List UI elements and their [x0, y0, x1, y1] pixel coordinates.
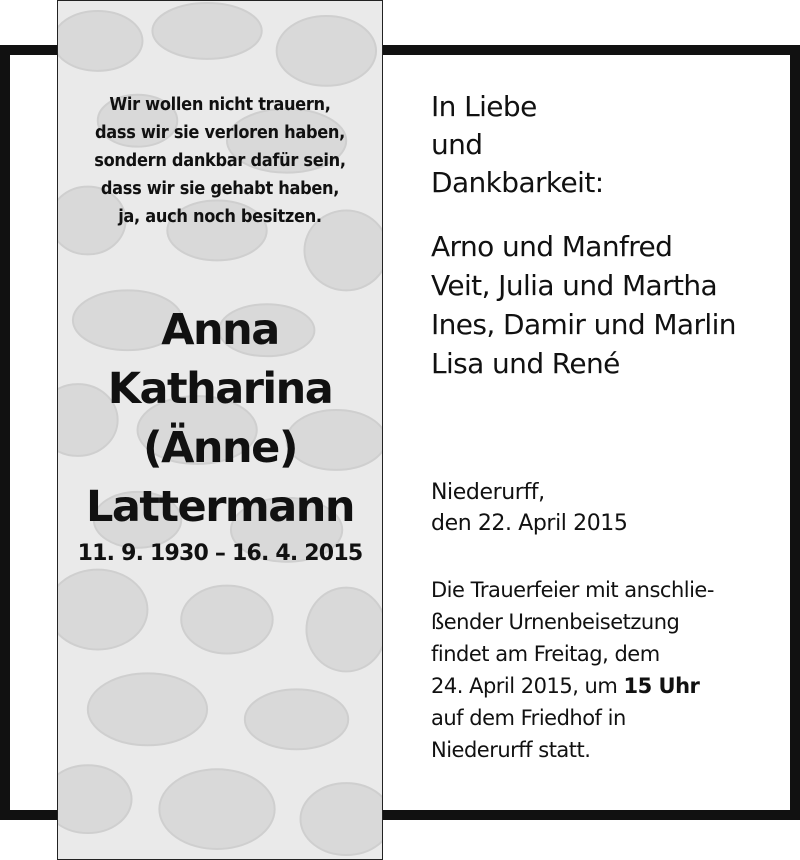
- service-line: ßender Urnenbeisetzung: [431, 610, 680, 634]
- first-name: Anna: [161, 305, 279, 355]
- service-line: Niederurff statt.: [431, 738, 591, 762]
- poem-line: sondern dankbar dafür sein,: [94, 150, 346, 171]
- nickname: (Änne): [143, 423, 297, 473]
- place-line: Niederurff,: [431, 480, 545, 505]
- poem-line: dass wir sie gehabt haben,: [100, 178, 340, 199]
- poem-line: ja, auch noch besitzen.: [118, 206, 322, 227]
- middle-name: Katharina: [107, 364, 333, 414]
- family-line: Arno und Manfred: [431, 230, 673, 263]
- service-date: 24. April 2015, um: [431, 674, 624, 698]
- service-line: findet am Freitag, dem: [431, 642, 660, 666]
- memorial-poem: [58, 91, 382, 231]
- memorial-panel: [57, 0, 383, 860]
- family-list: [431, 227, 736, 383]
- intro-line: Dankbarkeit:: [431, 166, 604, 199]
- intro-line: In Liebe: [431, 90, 537, 123]
- life-dates: 11. 9. 1930 – 16. 4. 2015: [77, 541, 363, 566]
- service-line: Die Trauerfeier mit anschlie-: [431, 578, 714, 602]
- poem-line: dass wir sie verloren haben,: [94, 122, 346, 143]
- family-line: Lisa und René: [431, 347, 620, 380]
- poem-line: Wir wollen nicht trauern,: [109, 94, 331, 115]
- funeral-service-notice: [431, 574, 714, 766]
- intro-text: [431, 88, 604, 202]
- family-line: Ines, Damir und Marlin: [431, 308, 736, 341]
- family-line: Veit, Julia und Martha: [431, 269, 718, 302]
- service-line: auf dem Friedhof in: [431, 706, 626, 730]
- deceased-name: [58, 301, 382, 537]
- service-time: 15 Uhr: [623, 674, 700, 698]
- place-and-date: [431, 477, 627, 539]
- intro-line: und: [431, 128, 483, 161]
- date-line: den 22. April 2015: [431, 511, 628, 536]
- service-line: [431, 670, 714, 702]
- surname: Lattermann: [86, 482, 354, 532]
